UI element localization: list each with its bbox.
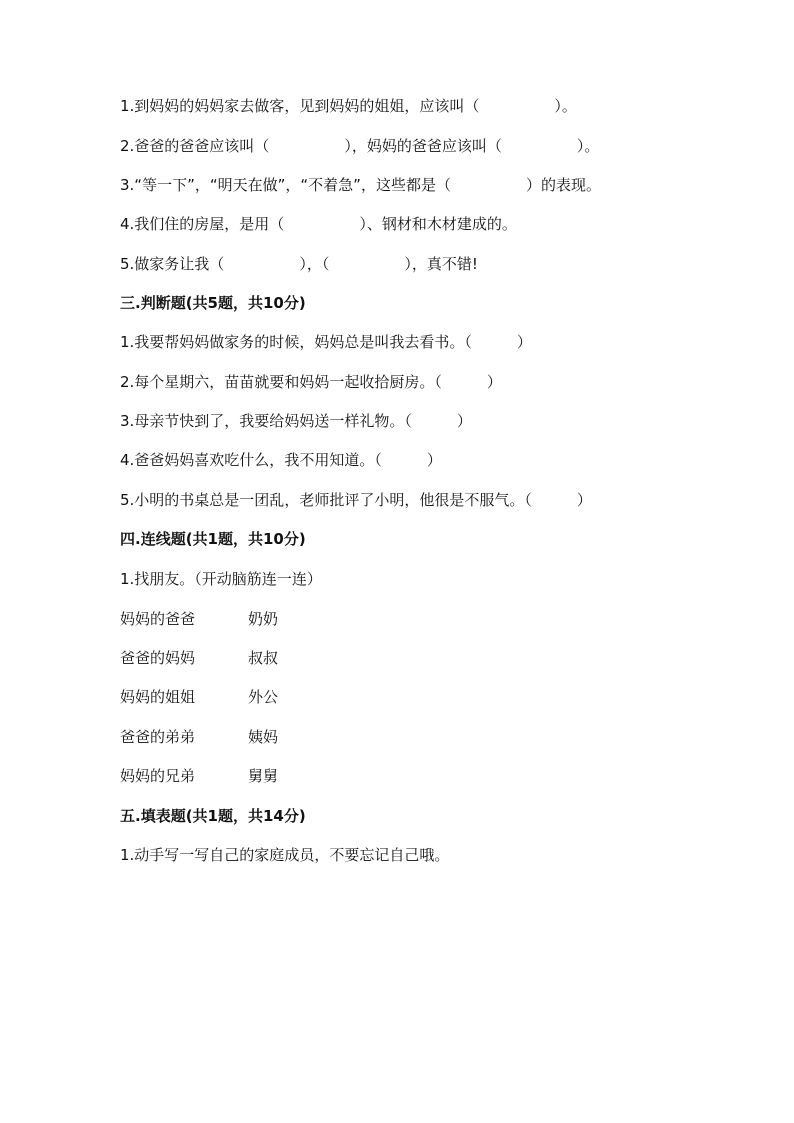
table-question: 1.动手写一写自己的家庭成员，不要忘记自己哦。 [120,846,450,864]
matching-right-item: 舅舅 [248,767,279,785]
judgment-question-2: 2.每个星期六，苗苗就要和妈妈一起收拾厨房。（ ） [120,373,502,391]
fill-blank-question-1: 1.到妈妈的妈妈家去做客，见到妈妈的姐姐，应该叫（ ）。 [120,97,577,115]
judgment-question-5: 5.小明的书桌总是一团乱，老师批评了小明，他很是不服气。（ ） [120,491,592,509]
fill-blank-question-3: 3.“等一下”，“明天在做”，“不着急”，这些都是（ ）的表现。 [120,176,601,194]
matching-right-item: 奶奶 [248,610,279,628]
matching-right-item: 叔叔 [248,649,279,667]
matching-question: 1.找朋友。（开动脑筋连一连） [120,570,322,588]
matching-left-item: 爸爸的妈妈 [120,649,196,667]
fill-blank-question-5: 5.做家务让我（ ），（ ），真不错! [120,255,478,273]
matching-right-item: 外公 [248,688,279,706]
fill-blank-question-4: 4.我们住的房屋，是用（ ）、钢材和木材建成的。 [120,215,517,233]
judgment-question-4: 4.爸爸妈妈喜欢吃什么，我不用知道。（ ） [120,451,442,469]
section-heading-judgment: 三.判断题(共5题，共10分) [120,294,306,312]
matching-left-item: 妈妈的姐姐 [120,688,196,706]
matching-left-item: 妈妈的爸爸 [120,610,196,628]
matching-left-item: 爸爸的弟弟 [120,728,196,746]
matching-left-item: 妈妈的兄弟 [120,767,196,785]
section-heading-table: 五.填表题(共1题，共14分) [120,807,306,825]
fill-blank-question-2: 2.爸爸的爸爸应该叫（ ），妈妈的爸爸应该叫（ ）。 [120,137,600,155]
judgment-question-3: 3.母亲节快到了，我要给妈妈送一样礼物。（ ） [120,412,472,430]
judgment-question-1: 1.我要帮妈妈做家务的时候，妈妈总是叫我去看书。（ ） [120,333,532,351]
matching-right-item: 姨妈 [248,728,279,746]
section-heading-matching: 四.连线题(共1题，共10分) [120,530,306,548]
